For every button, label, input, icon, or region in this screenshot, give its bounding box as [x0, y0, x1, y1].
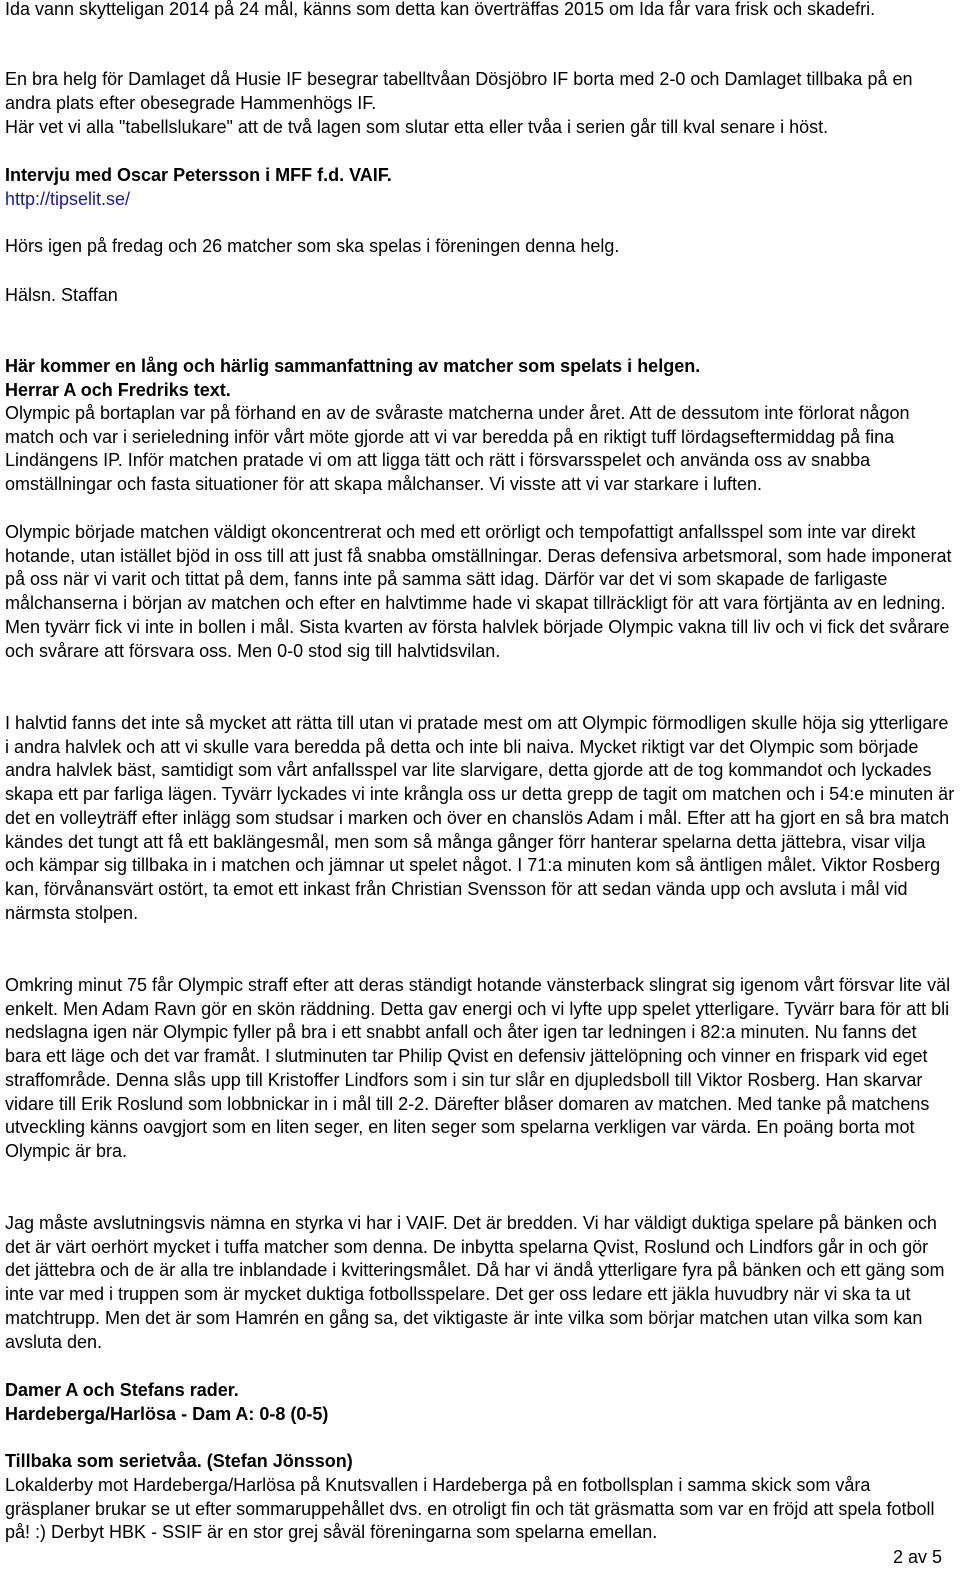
- paragraph-damlaget: En bra helg för Damlaget då Husie IF besegrar tabelltvåan Dösjöbro IF borta med 2-0 och Damlaget tillbaka på en andra plats efter obesegrade Hammenhögs IF.: [5, 69, 913, 113]
- herrar-subheading: Herrar A och Fredriks text.: [5, 380, 231, 400]
- summary-paragraph-1: Olympic på bortaplan var på förhand en av de svåraste matcherna under året. Att de dessutom inte förlorat någon match och var i serieledning inför vårt möte gjorde att vi var beredda på en riktigt tuff lördagseftermiddag på fina Lindängens IP. Inför matchen pratade vi om att ligga tätt och rätt i försvarsspelet och använda oss av snabba omställningar och fasta situationer för att skapa målchanser. Vi visste att vi var starkare i luften.: [5, 403, 910, 495]
- women-heading: Damer A och Stefans rader.: [5, 1380, 239, 1400]
- page-number: 2 av 5: [892, 1547, 942, 1567]
- summary-paragraph-5: Jag måste avslutningsvis nämna en styrka vi har i VAIF. Det är bredden. Vi har väldigt duktiga spelare på bänken och det är värt oerhört mycket i tuffa matcher som denna. De inbytta spelarna Qvist, Roslund och Lindfors går in och gör det jättebra och de är alla tre inblandade i kvitteringsmålet. Då har vi ändå ytterligare fyra på bänken och ett gäng som inte var med i truppen som är mycket duktiga fotbollsspelare. Det ger oss ledare ett jäkla huvudbry när vi ska ta ut matchtrupp. Men det är som Hamrén en gång sa, det viktigaste är inte vilka som börjar matchen utan vilka som kan avsluta den.: [5, 1213, 945, 1352]
- women-match-result: Hardeberga/Harlösa - Dam A: 0-8 (0-5): [5, 1404, 329, 1424]
- paragraph-hors-igen: Hörs igen på fredag och 26 matcher som ska spelas i föreningen denna helg.: [5, 236, 620, 256]
- women-article-title: Tillbaka som serietvåa. (Stefan Jönsson): [5, 1451, 353, 1471]
- intro-paragraph-ida: Ida vann skytteligan 2014 på 24 mål, känns som detta kan överträffas 2015 om Ida får vara frisk och skadefri.: [5, 0, 876, 19]
- interview-heading: Intervju med Oscar Petersson i MFF f.d. VAIF.: [5, 165, 392, 185]
- summary-paragraph-3: I halvtid fanns det inte så mycket att rätta till utan vi pratade mest om att Olympic förmodligen skulle höja sig ytterligare i andra halvlek och att vi skulle vara beredda på detta och inte bli naiva. Mycket riktigt var det Olympic som började andra halvlek bäst, samtidigt som vårt anfallsspel var lite slarvigare, detta gjorde att de tog kommandot och lyckades skapa ett par farliga lägen. Tyvärr lyckades vi inte krångla oss ur detta grepp de tagit om matchen och i 54:e minuten är det en volleyträff efter inlägg som studsar i marken och över en chanslös Adam i mål. Efter att ha gjort en så bra match kändes det tungt att få ett baklängesmål, men som så många gånger förr hanterar spelarna detta jättebra, visar vilja och kämpar sig tillbaka in i matchen och jämnar ut spelet något. I 71:a minuten kom så äntligen målet. Viktor Rosberg kan, förvånansvärt ostört, ta emot ett inkast från Christian Svensson för att sedan vända upp och avsluta i mål vid närmsta stolpen.: [5, 713, 955, 923]
- summary-heading: Här kommer en lång och härlig sammanfattning av matcher som spelats i helgen.: [5, 356, 701, 376]
- summary-paragraph-4: Omkring minut 75 får Olympic straff efter att deras ständigt hotande vänsterback slingrat sig igenom vårt försvar lite väl enkelt. Men Adam Ravn gör en skön räddning. Detta gav energi och vi lyfte upp spelet ytterligare. Tyvärr bara för att bli nedslagna igen när Olympic fyller på bra i ett snabbt anfall och åter igen tar ledningen i 82:a minuten. Nu fanns det bara ett läge och det var framåt. I slutminuten tar Philip Qvist en defensiv jättelöpning och vinner en frispark vid eget straffområde. Denna slås upp till Kristoffer Lindfors som i sin tur slår en djupledsboll till Viktor Rosberg. Han skarvar vidare till Erik Roslund som lobbnickar in i mål till 2-2. Därefter blåser domaren av matchen. Med tanke på matchens utveckling känns oavgjort som en liten seger, en liten seger som spelarna verkligen var värda. En poäng borta mot Olympic är bra.: [5, 975, 951, 1161]
- summary-paragraph-2: Olympic började matchen väldigt okoncentrerat och med ett orörligt och tempofattigt anfallsspel som inte var direkt hotande, utan istället bjöd in oss till att just få snabba omställningar. Deras defensiva arbetsmoral, som hade imponerat på oss när vi varit och tittat på dem, fanns inte på samma sätt idag. Därför var det vi som skapade de farligaste målchanserna i början av matchen och efter en halvtimme hade vi skapat tillräckligt för att vara förtjänta av en ledning. Men tyvärr fick vi inte in bollen i mål. Sista kvarten av första halvlek började Olympic vakna till liv och vi fick det svårare och svårare att försvara oss. Men 0-0 stod sig till halvtidsvilan.: [5, 522, 952, 661]
- interview-link[interactable]: http://tipselit.se/: [5, 189, 131, 209]
- greeting-signature: Hälsn. Staffan: [5, 285, 118, 305]
- women-paragraph-1: Lokalderby mot Hardeberga/Harlösa på Knutsvallen i Hardeberga på en fotbollsplan i samma skick som våra gräsplaner brukar se ut efter sommaruppehållet dvs. en otroligt fin och tät gräsmatta som var en fröjd att spela fotboll på! :) Derbyt HBK - SSIF är en stor grej såväl föreningarna som spelarna emellan.: [5, 1475, 935, 1543]
- paragraph-tabellslukare: Här vet vi alla "tabellslukare" att de två lagen som slutar etta eller tvåa i serien går till kval senare i höst.: [5, 117, 829, 137]
